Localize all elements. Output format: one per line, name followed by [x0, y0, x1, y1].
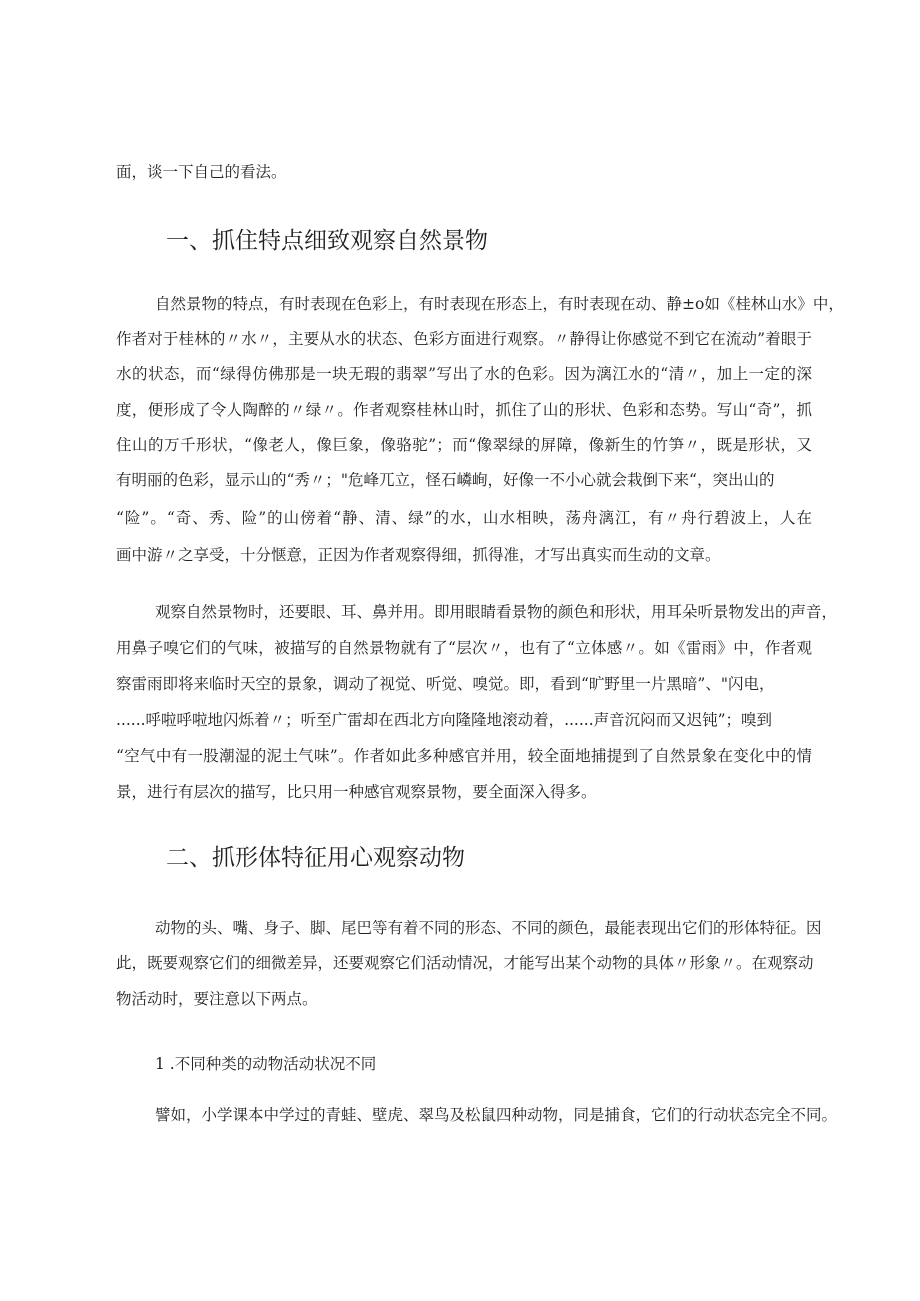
paragraph-line: 住山的万千形状，“像老人，像巨象，像骆驼”；而“像翠绿的屏障，像新生的竹笋〃，既是形状，又 [116, 436, 812, 454]
paragraph-line: 物活动时，要注意以下两点。 [116, 990, 318, 1008]
paragraph-line: 自然景物的特点，有时表现在色彩上，有时表现在形态上，有时表现在动、静±o如《桂林山水》中， [155, 295, 844, 313]
paragraph-line: 有明丽的色彩，显示山的“秀〃；"危峰兀立，怪石嶙峋，好像一不小心就会栽倒下来“，突出山的 [116, 471, 775, 489]
paragraph-line: 此，既要观察它们的细微差异，还要观察它们活动情况，才能写出某个动物的具体〃形象〃。在观察动 [116, 954, 814, 972]
paragraph-line: 察雷雨即将来临时天空的景象，调动了视觉、听觉、嗅觉。即，看到“旷野里一片黑暗”、"闪电， [116, 675, 775, 693]
paragraph-line: 譬如，小学课本中学过的青蛙、壁虎、翠鸟及松鼠四种动物，同是捕食，它们的行动状态完全不同。 [155, 1106, 838, 1124]
paragraph-line: 观察自然景物时，还要眼、耳、鼻并用。即用眼睛看景物的颜色和形状，用耳朵听景物发出的声音， [155, 603, 838, 621]
paragraph-line: ......呼啦呼啦地闪烁着〃；听至广雷却在西北方向隆隆地滚动着，......声音沉闷而又迟钝”；嗅到 [116, 711, 773, 729]
paragraph-line: 用鼻子嗅它们的气味，被描写的自然景物就有了“层次〃，也有了“立体感〃。如《雷雨》中，作者观 [116, 639, 812, 657]
paragraph-line: 画中游〃之享受，十分惬意，正因为作者观察得细，抓得准，才写出真实而生动的文章。 [116, 546, 721, 564]
section-1-heading: 一、抓住特点细致观察自然景物 [166, 228, 488, 254]
paragraph-line: 景，进行有层次的描写，比只用一种感官观察景物，要全面深入得多。 [116, 783, 597, 801]
paragraph-line: 动物的头、嘴、身子、脚、尾巴等有着不同的形态、不同的颜色，最能表现出它们的形体特征。因 [155, 919, 822, 937]
intro-tail-line: 面，谈一下自己的看法。 [116, 163, 287, 181]
paragraph-line: 水的状态，而“绿得仿佛那是一块无瑕的翡翠”写出了水的色彩。因为漓江水的“清〃，加上一定的深 [116, 365, 812, 383]
subsection-1-heading: 1 .不同种类的动物活动状况不同 [155, 1055, 377, 1073]
paragraph-line: 作者对于桂林的〃水〃，主要从水的状态、色彩方面进行观察。〃静得让你感觉不到它在流动”着眼于 [116, 330, 812, 348]
section-2-heading: 二、抓形体特征用心观察动物 [166, 845, 465, 871]
paragraph-line: “空气中有一股潮湿的泥土气味”。作者如此多种感官并用，较全面地捕提到了自然景象在变化中的情 [116, 747, 812, 765]
paragraph-line: “险”。“奇、秀、险”的山傍着“静、清、绿”的水，山水相映，荡舟漓江，有〃舟行碧波上，人在 [116, 509, 812, 527]
paragraph-line: 度，便形成了令人陶醉的〃绿〃。作者观察桂林山时，抓住了山的形状、色彩和态势。写山“奇”，抓 [116, 401, 812, 419]
